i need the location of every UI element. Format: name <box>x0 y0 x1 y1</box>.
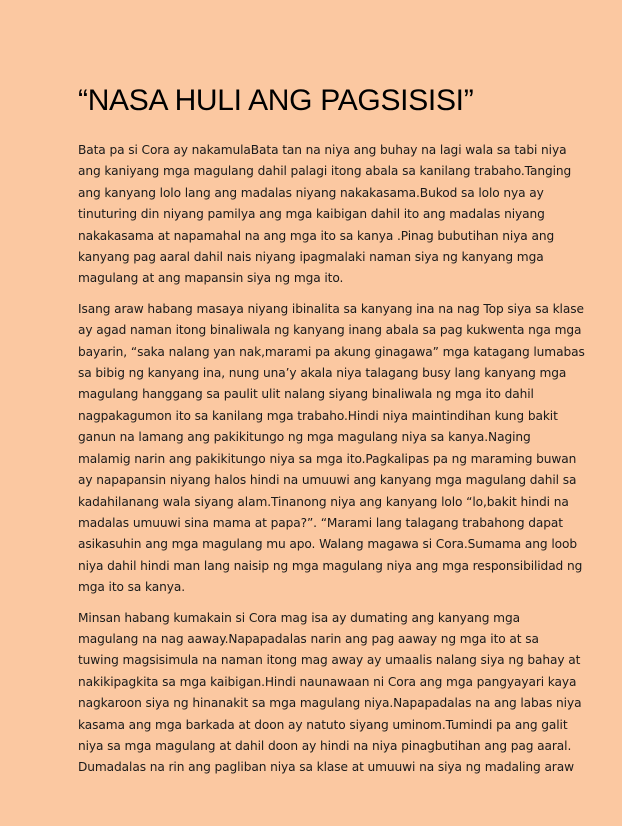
paragraph-2 <box>78 299 585 599</box>
text-line: madalas umuuwi sina mama at papa?”. “Marami lang talagang trabahong dapat <box>78 515 563 530</box>
text-line: sa bibig ng kanyang ina, nung una’y akala niya talagang busy lang kanyang mga <box>78 366 567 381</box>
text-line: Dumadalas na rin ang pagliban niya sa klase at umuuwi na siya ng madaling araw <box>78 760 574 775</box>
document-title: “NASA HULI ANG PAGSISISI” <box>78 84 474 117</box>
text-line: tuwing magsisimula na naman itong mag away ay umaalis nalang siya ng bahay at <box>78 653 581 668</box>
text-line: ang kanyang lolo lang ang madalas niyang nakakasama.Bukod sa lolo nya ay <box>78 185 544 200</box>
text-line: niya dahil hindi man lang naisip ng mga magulang niya ang mga responsibilidad ng <box>78 558 583 573</box>
text-line: ay agad naman itong binaliwala ng kanyang inang abala sa pag kukwenta nga mga <box>78 323 582 338</box>
text-line: malamig narin ang pakikitungo niya sa mga ito.Pagkalipas pa ng maraming buwan <box>78 451 577 466</box>
text-line: ay napapansin niyang halos hindi na umuuwi ang kanyang mga magulang dahil sa <box>78 473 577 488</box>
text-line: magulang na nag aaway.Napapadalas narin ang pag aaway ng mga ito at sa <box>78 631 539 646</box>
text-line: magulang at ang mapansin siya ng mga ito. <box>78 271 344 286</box>
text-line: Bata pa si Cora ay nakamulaBata tan na niya ang buhay na lagi wala sa tabi niya <box>78 143 567 157</box>
text-line: kasama ang mga barkada at doon ay natuto siyang uminom.Tumindi pa ang galit <box>78 717 568 732</box>
text-line: ang kaniyang mga magulang dahil palagi itong abala sa kanilang trabaho.Tanging <box>78 164 572 179</box>
text-line: nagpakagumon ito sa kanilang mga trabaho.Hindi niya maintindihan kung bakit <box>78 408 558 423</box>
text-line: kadahilanang wala siyang alam.Tinanong niya ang kanyang lolo “lo,bakit hindi na <box>78 494 569 509</box>
text-line: nakikipagkita sa mga kaibigan.Hindi naunawaan ni Cora ang mga pangyayari kaya <box>78 674 577 689</box>
text-line: Isang araw habang masaya niyang ibinalita sa kanyang ina na nag Top siya sa klase <box>78 301 584 316</box>
text-line: nagkaroon siya ng hinanakit sa mga magulang niya.Napapadalas na ang labas niya <box>78 696 582 711</box>
text-line: ganun na lamang ang pakikitungo ng mga magulang niya sa kanya.Naging <box>78 430 531 445</box>
text-line: kanyang pag aaral dahil nais niyang ipagmalaki naman siya ng kanyang mga <box>78 250 544 265</box>
paragraph-1 <box>78 140 572 290</box>
text-line: asikasuhin ang mga magulang mu apo. Walang magawa si Cora.Sumama ang loob <box>78 537 577 552</box>
text-line: Minsan habang kumakain si Cora mag isa ay dumating ang kanyang mga <box>78 610 520 625</box>
text-line: bayarin, “saka nalang yan nak,marami pa akung ginagawa” mga katagang lumabas <box>78 344 585 359</box>
paragraph-3 <box>78 608 582 779</box>
text-line: nakakasama at napamahal na ang mga ito sa kanya .Pinag bubutihan niya ang <box>78 228 555 243</box>
text-line: mga ito sa kanya. <box>78 580 186 595</box>
text-line: niya sa mga magulang at dahil doon ay hindi na niya pinagbutihan ang pag aaral. <box>78 738 572 753</box>
text-line: tinuturing din niyang pamilya ang mga kaibigan dahil ito ang madalas niyang <box>78 207 545 222</box>
text-line: magulang hanggang sa paulit ulit nalang siyang binaliwala ng mga ito dahil <box>78 387 534 402</box>
